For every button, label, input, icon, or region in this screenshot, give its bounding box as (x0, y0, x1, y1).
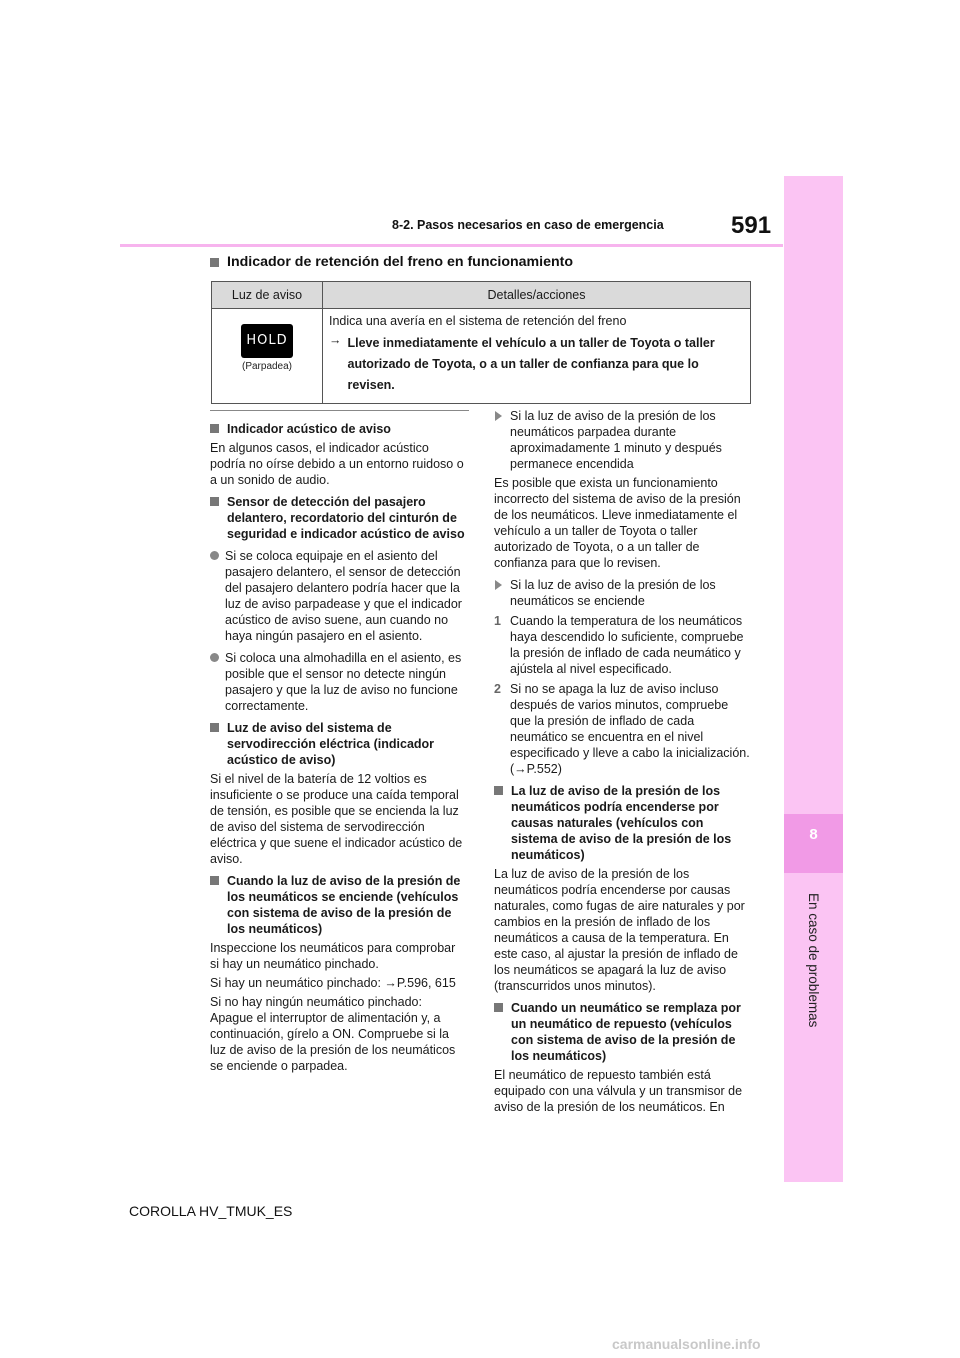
icon-caption: (Parpadea) (241, 361, 293, 372)
subheading-text: Luz de aviso del sistema de servodirección eléctrica (indicador acústico de aviso) (227, 721, 435, 767)
list-item-text: Si la luz de aviso de la presión de los neumáticos parpadea durante aproximadamente 1 minuto y después permanece encendida (510, 409, 722, 471)
chapter-number: 8 (809, 826, 818, 843)
hold-warning-icon: HOLD (241, 324, 293, 358)
action-text: Lleve inmediatamente el vehículo a un taller de Toyota o taller autorizado de Toyota, o a un taller de confianza para que lo revisen. (347, 336, 715, 392)
paragraph: Inspeccione los neumáticos para comprobar si hay un neumático pinchado. (210, 941, 456, 971)
list-item-text: Si se coloca equipaje en el asiento del pasajero delantero, el sensor de detección del pasajero delantero podría hacer que la luz de aviso parpadease y que el indicador acústico de aviso suene, aun cuando no haya ningún pasajero en el asiento. (225, 549, 462, 643)
square-bullet-icon (210, 497, 219, 506)
subheading-text: Indicador acústico de aviso (227, 422, 391, 436)
table-row (212, 309, 751, 404)
square-bullet-icon (494, 1003, 503, 1012)
left-column (210, 415, 466, 1074)
square-bullet-icon (210, 723, 219, 732)
arrow-icon: → (329, 333, 342, 347)
subheading-text: La luz de aviso de la presión de los neumáticos podría encenderse por causas naturales (vehículos con sistema de aviso de la presión de los neumáticos) (511, 784, 732, 862)
main-heading-text: Indicador de retención del freno en funcionamiento (227, 254, 574, 270)
step-text: Cuando la temperatura de los neumáticos haya descendido lo suficiente, compruebe la presión de inflado de cada neumático y ajústela al nivel especificado. (510, 614, 744, 676)
table-header-row (212, 282, 751, 309)
subheading-text: Sensor de detección del pasajero delantero, recordatorio del cinturón de seguridad e indicador acústico de aviso (227, 495, 465, 541)
paragraph: La luz de aviso de la presión de los neumáticos podría encenderse por causas naturales, como fugas de aire naturales y por cambios en la presión de inflado de los neumáticos a causa de la temperatura. En este caso, al ajustar la presión de inflado de los neumáticos se apagará la luz de aviso (transcurridos unos minutos). (494, 867, 745, 993)
column-divider (210, 410, 469, 411)
list-item (210, 650, 466, 714)
paragraph: El neumático de repuesto también está equipado con una válvula y un transmisor de aviso de la presión de los neumáticos. En (494, 1068, 743, 1114)
header-rule (120, 244, 783, 247)
step-item (494, 613, 752, 677)
subheading (210, 720, 466, 768)
subheading (210, 873, 466, 937)
triangle-bullet-icon (495, 411, 502, 421)
chapter-label (784, 880, 843, 1040)
paragraph: Es posible que exista un funcionamiento incorrecto del sistema de aviso de la presión de los neumáticos. Lleve inmediatamente el vehículo a un taller de Toyota o taller autorizado de Toyota, o a un taller de confianza para que lo revisen. (494, 476, 741, 570)
page-number: 591 (731, 212, 772, 239)
section-header: 8-2. Pasos necesarios en caso de emergencia (392, 218, 664, 232)
list-item (210, 548, 466, 644)
right-column (494, 402, 752, 1115)
subheading (210, 421, 466, 437)
circle-bullet-icon (210, 551, 219, 560)
circle-bullet-icon (210, 653, 219, 662)
step-number: 1 (494, 614, 501, 628)
table-header-light: Luz de aviso (212, 282, 323, 309)
paragraph: Si no hay ningún neumático pinchado: Apague el interruptor de alimentación y, a continuación, gírelo a ON. Compruebe si la luz de aviso de la presión de los neumáticos se enciende o parpadea. (210, 995, 456, 1073)
subheading-text: Cuando la luz de aviso de la presión de los neumáticos se enciende (vehículos con sistema de aviso de la presión de los neumáticos) (227, 874, 461, 936)
footer-model-code: COROLLA HV_TMUK_ES (129, 1203, 293, 1219)
detail-text: Indica una avería en el sistema de retención del freno (329, 314, 627, 328)
subheading (494, 1000, 752, 1064)
page-reference: Si hay un neumático pinchado: →P.596, 615 (210, 976, 456, 990)
square-bullet-icon (494, 786, 503, 795)
warning-table (211, 281, 751, 404)
detail-cell (323, 309, 751, 404)
square-bullet-icon (210, 876, 219, 885)
step-item (494, 681, 752, 777)
step-number: 2 (494, 682, 501, 696)
paragraph: En algunos casos, el indicador acústico podría no oírse debido a un entorno ruidoso o a un sonido de audio. (210, 441, 464, 487)
chapter-label-text: En caso de problemas (806, 892, 821, 1028)
list-item-text: Si coloca una almohadilla en el asiento, es posible que el sensor no detecte ningún pasajero y que la luz de aviso no funcione correctamente. (225, 651, 462, 713)
subheading (494, 783, 752, 863)
list-item (494, 577, 752, 609)
icon-cell (212, 309, 323, 404)
chapter-number-box (784, 814, 843, 873)
step-text: Si no se apaga la luz de aviso incluso después de varios minutos, compruebe que la presión de inflado de cada neumático se encuentra en el nivel especificado y lleve a cabo la inicialización. (→P.552) (510, 682, 750, 776)
square-bullet-icon (210, 424, 219, 433)
action-row (329, 333, 744, 396)
triangle-bullet-icon (495, 580, 502, 590)
paragraph: Si el nivel de la batería de 12 voltios es insuficiente o se produce una caída temporal de tensión, es posible que se encienda la luz de aviso del sistema de servodirección eléctrica y que suene el indicador acústico de aviso. (210, 772, 463, 866)
subheading-text: Cuando un neumático se remplaza por un neumático de repuesto (vehículos con sistema de aviso de la presión de los neumáticos) (511, 1001, 741, 1063)
subheading (210, 494, 466, 542)
list-item (494, 408, 752, 472)
table-header-details: Detalles/acciones (323, 282, 751, 309)
main-heading (210, 254, 573, 270)
watermark: carmanualsonline.info (612, 1336, 761, 1352)
list-item-text: Si la luz de aviso de la presión de los neumáticos se enciende (510, 578, 716, 608)
square-bullet-icon (210, 258, 219, 267)
